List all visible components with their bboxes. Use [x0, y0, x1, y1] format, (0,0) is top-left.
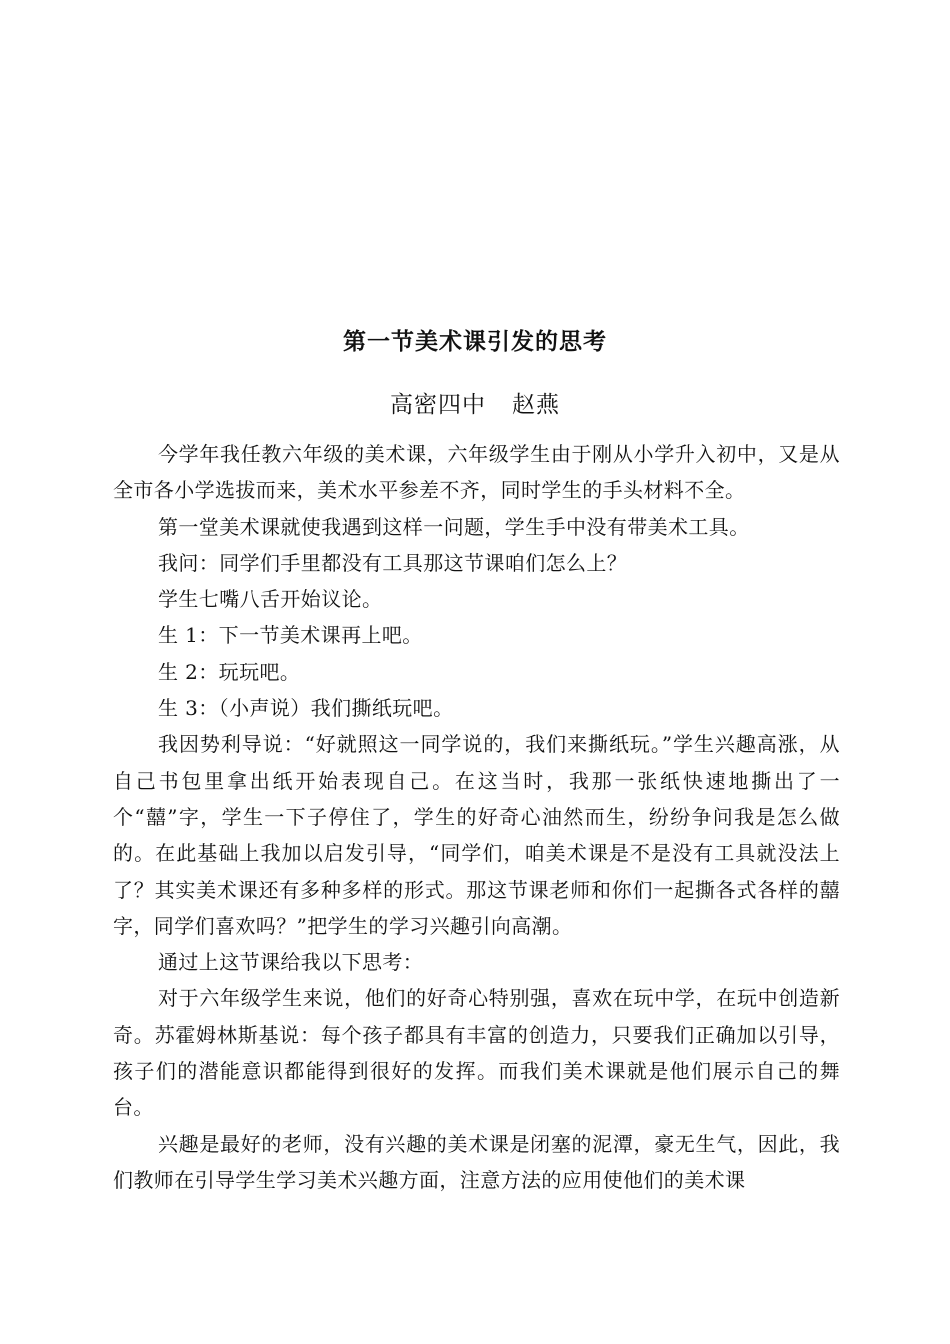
author-school: 高密四中 — [390, 392, 486, 418]
document-title: 第一节美术课引发的思考 — [343, 329, 607, 355]
paragraph: 生 2：玩玩吧。 — [158, 659, 301, 684]
author-byline — [0, 385, 950, 425]
paragraph: 第一堂美术课就使我遇到这样一问题，学生手中没有带美术工具。 — [158, 514, 750, 539]
paragraph: 我因势利导说：“好就照这一同学说的，我们来撕纸玩。”学生兴趣高涨，从自己书包里拿出纸开始表现自己。在这当时，我那一张纸快速地撕出了一个“囍”字，学生一下子停住了，学生的好奇心油然而生，纷纷争问我是怎么做的。在此基础上我加以启发引导，“同学们，咱美术课是不是没有工具就没法上了？其实美术课还有多种多样的形式。那这节课老师和你们一起撕各式各样的囍字，同学们喜欢吗？”把学生的学习兴趣引向高潮。 — [113, 732, 840, 938]
paragraph: 生 3：（小声说）我们撕纸玩吧。 — [158, 696, 454, 721]
document-body — [113, 436, 840, 1198]
paragraph: 通过上这节课给我以下思考： — [158, 950, 424, 975]
paragraph: 今学年我任教六年级的美术课，六年级学生由于刚从小学升入初中，又是从全市各小学选拔而来，美术水平参差不齐，同时学生的手头材料不全。 — [113, 442, 840, 503]
paragraph: 兴趣是最好的老师，没有兴趣的美术课是闭塞的泥潭，豪无生气，因此，我们教师在引导学生学习美术兴趣方面，注意方法的应用使他们的美术课 — [113, 1131, 840, 1192]
paragraph: 学生七嘴八舌开始议论。 — [158, 587, 383, 612]
paragraph: 我问：同学们手里都没有工具那这节课咱们怎么上？ — [158, 550, 628, 575]
author-name: 赵燕 — [512, 392, 560, 418]
paragraph: 生 1：下一节美术课再上吧。 — [158, 623, 423, 648]
paragraph: 对于六年级学生来说，他们的好奇心特别强，喜欢在玩中学，在玩中创造新奇。苏霍姆林斯基说：每个孩子都具有丰富的创造力，只要我们正确加以引导，孩子们的潜能意识都能得到很好的发挥。而我们美术课就是他们展示自己的舞台。 — [113, 986, 840, 1120]
